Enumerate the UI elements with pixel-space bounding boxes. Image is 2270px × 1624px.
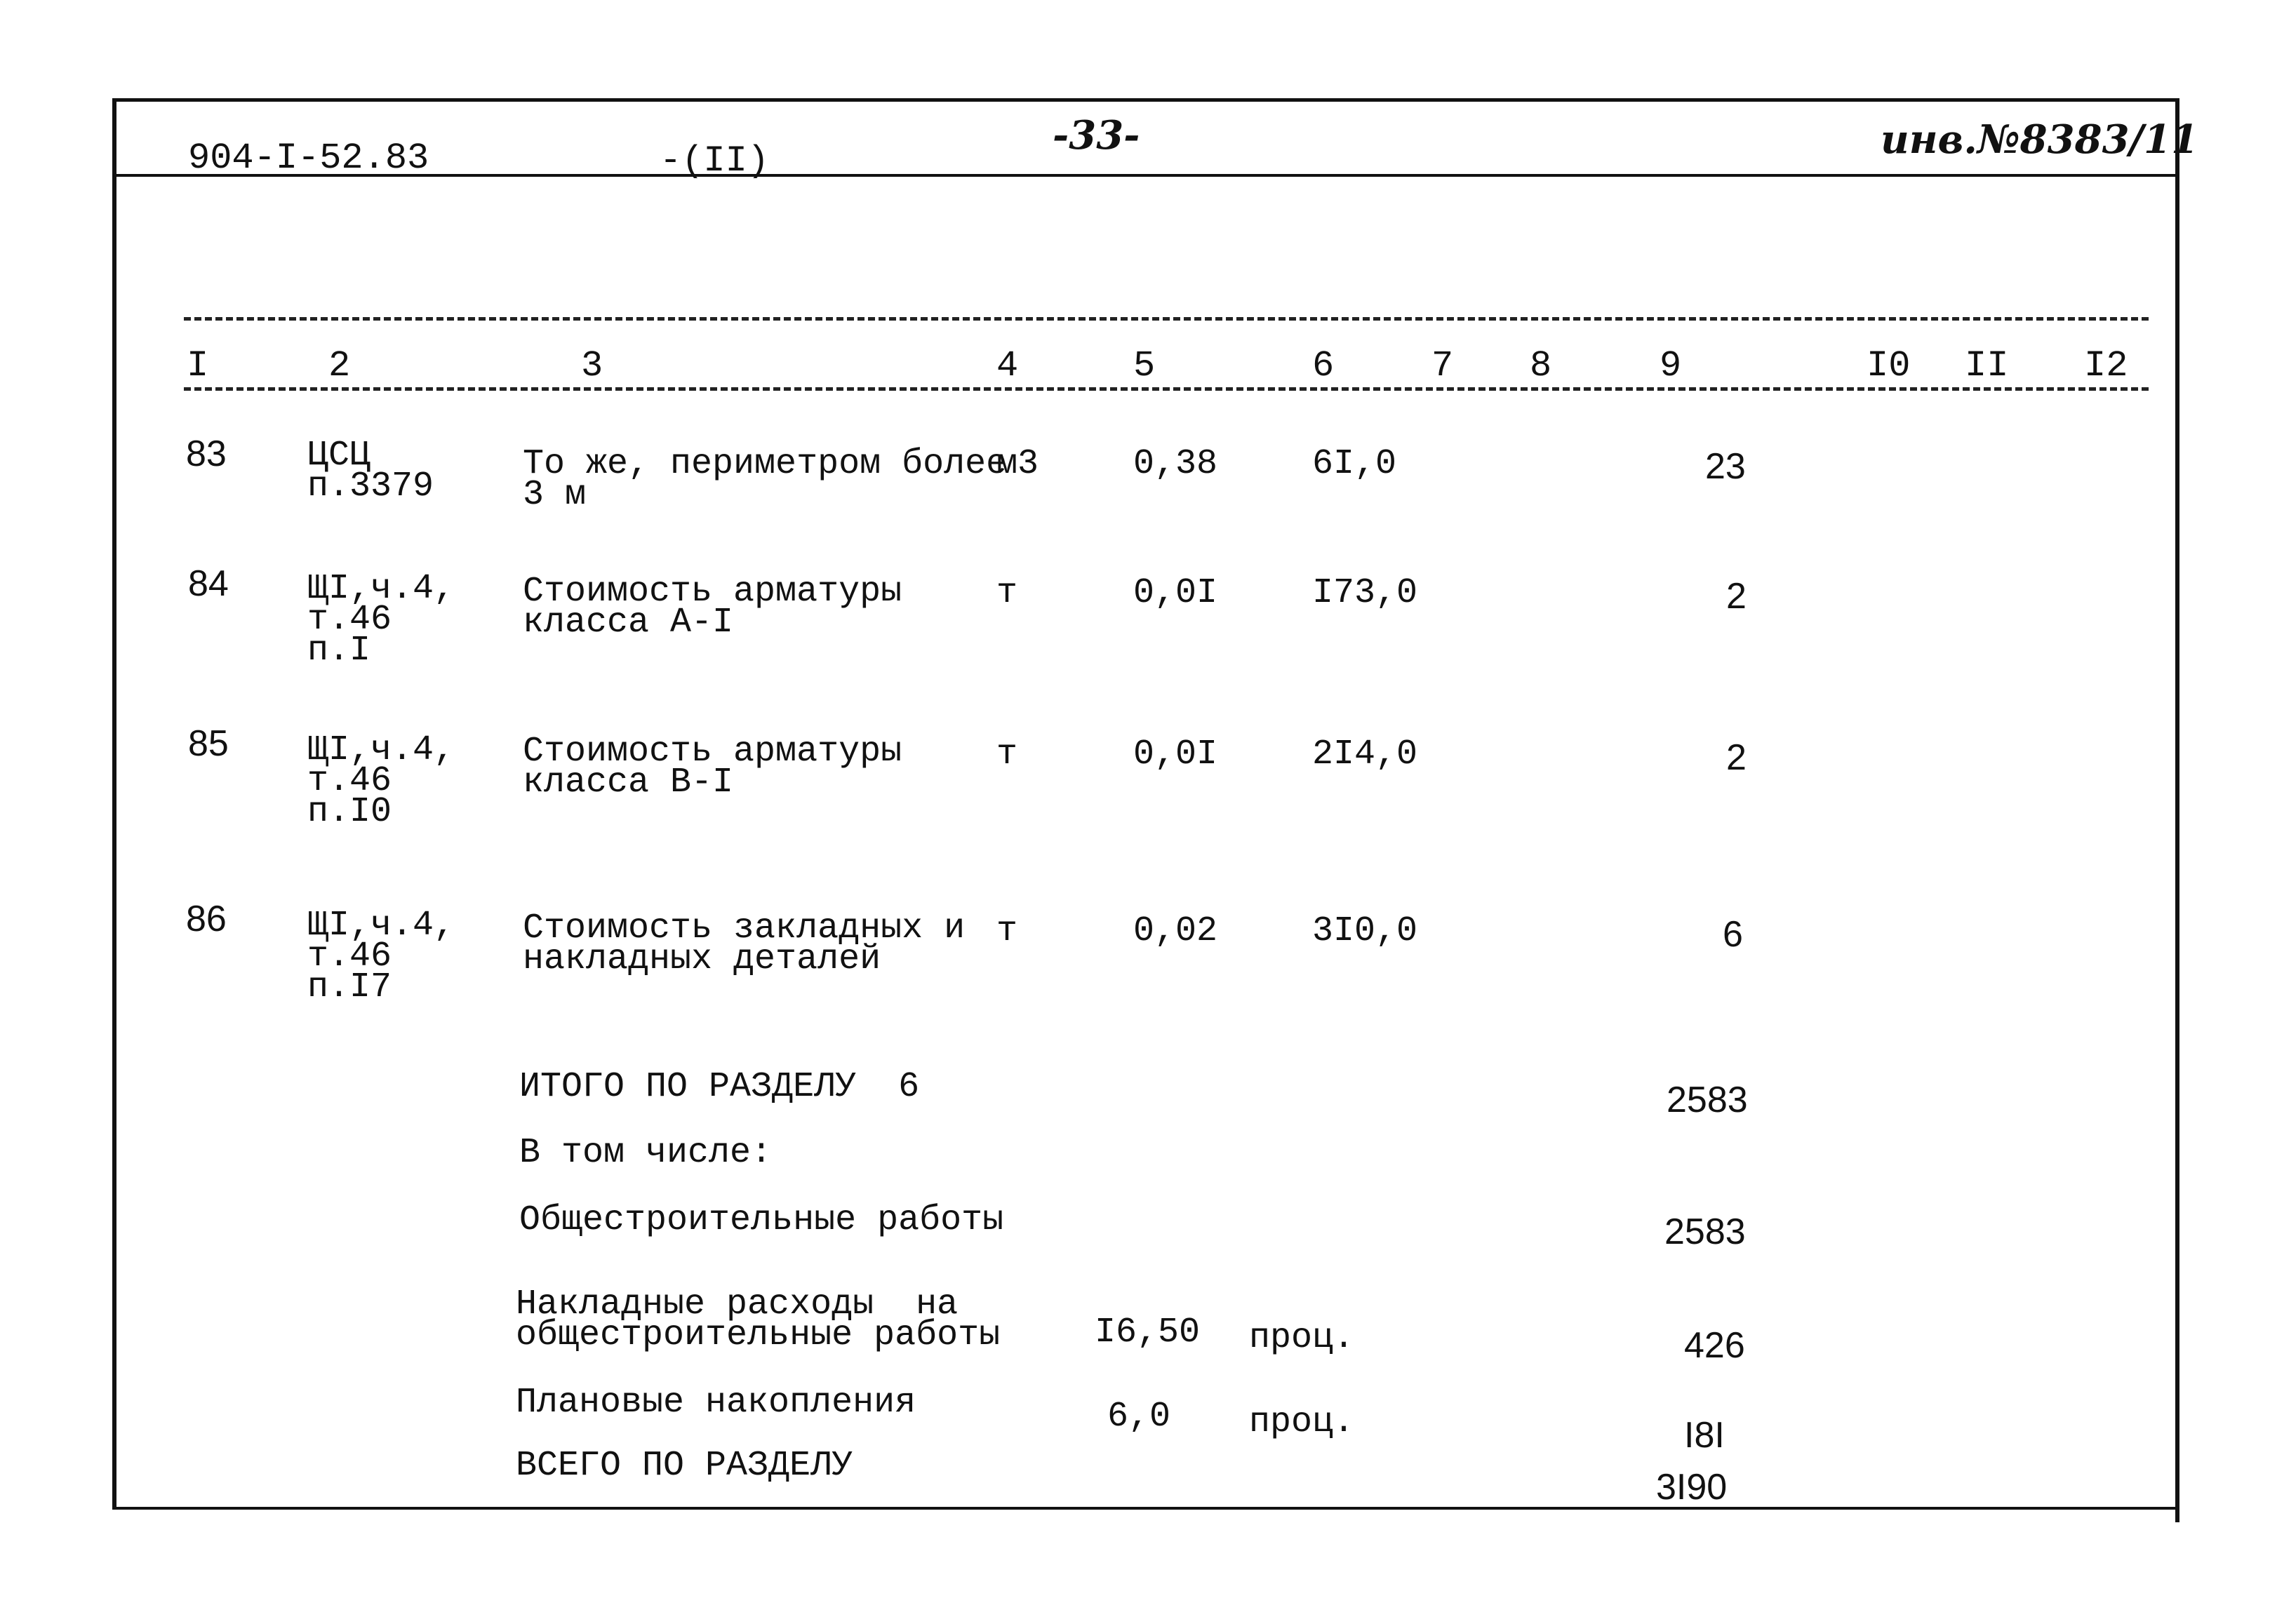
column-number-4: 4 xyxy=(996,345,1019,387)
section-total-label: ИТОГО ПО РАЗДЕЛУ 6 xyxy=(519,1067,920,1107)
row-86-quantity: 0,02 xyxy=(1133,911,1218,951)
frame-right-border xyxy=(2175,98,2179,1522)
row-85-number: 85 xyxy=(188,723,229,764)
row-84-total: 2 xyxy=(1726,576,1747,617)
page-number: -33- xyxy=(1053,112,1140,159)
grand-total-value: 3I90 xyxy=(1656,1467,1728,1508)
row-83-number: 83 xyxy=(186,434,227,474)
column-number-11: II xyxy=(1965,345,2009,387)
general-works-label: Общестроительные работы xyxy=(519,1200,1004,1240)
row-84-price: I73,0 xyxy=(1312,573,1418,613)
including-label: В том числе: xyxy=(519,1133,773,1173)
row-85-price: 2I4,0 xyxy=(1312,734,1418,774)
row-83-price: 6I,0 xyxy=(1312,444,1397,484)
row-86-number: 86 xyxy=(186,899,227,939)
row-83-reference: ЦСЦ п.3379 xyxy=(307,436,434,506)
column-number-3: 3 xyxy=(581,345,603,387)
row-85-total: 2 xyxy=(1726,737,1747,778)
document-part: -(II) xyxy=(660,140,770,182)
column-number-12: I2 xyxy=(2084,345,2128,387)
row-86-reference: ЩI,ч.4, т.46 п.I7 xyxy=(307,906,455,1007)
frame-bottom-border xyxy=(112,1507,2179,1510)
row-85-description: Стоимость арматуры класса В-I xyxy=(523,732,902,803)
row-83-unit: м3 xyxy=(996,444,1039,484)
row-86-description: Стоимость закладных и накладных деталей xyxy=(523,908,966,979)
frame-top-border xyxy=(112,98,2179,102)
column-number-9: 9 xyxy=(1660,345,1682,387)
column-number-6: 6 xyxy=(1312,345,1335,387)
savings-rate: 6,0 xyxy=(1107,1397,1171,1437)
column-number-8: 8 xyxy=(1530,345,1552,387)
dashed-rule-top xyxy=(184,317,2149,321)
document-code: 904-I-52.83 xyxy=(188,137,429,179)
row-83-quantity: 0,38 xyxy=(1133,444,1218,484)
column-number-1: I xyxy=(187,345,209,387)
overhead-rate: I6,50 xyxy=(1095,1313,1201,1353)
column-number-2: 2 xyxy=(328,345,351,387)
row-83-total: 23 xyxy=(1705,446,1746,487)
row-84-description: Стоимость арматуры класса А-I xyxy=(523,572,902,643)
row-84-quantity: 0,0I xyxy=(1133,573,1218,613)
row-85-unit: т xyxy=(996,734,1018,774)
savings-unit: проц. xyxy=(1249,1402,1355,1442)
overhead-value: 426 xyxy=(1684,1325,1745,1366)
frame-left-border xyxy=(112,98,116,1507)
dashed-rule-bottom xyxy=(184,387,2149,391)
inventory-number: инв.№8383/11 xyxy=(1881,116,2198,163)
savings-label: Плановые накопления xyxy=(516,1383,916,1423)
row-84-unit: т xyxy=(996,573,1018,613)
row-85-quantity: 0,0I xyxy=(1133,734,1218,774)
row-86-price: 3I0,0 xyxy=(1312,911,1418,951)
section-total-value: 2583 xyxy=(1667,1080,1748,1120)
column-number-5: 5 xyxy=(1133,345,1156,387)
overhead-label: Накладные расходы на общестроительные работы xyxy=(516,1284,1001,1355)
row-86-total: 6 xyxy=(1723,914,1743,955)
column-number-7: 7 xyxy=(1431,345,1454,387)
general-works-value: 2583 xyxy=(1664,1212,1746,1252)
row-84-reference: ЩI,ч.4, т.46 п.I xyxy=(307,569,455,671)
column-number-10: I0 xyxy=(1867,345,1911,387)
overhead-unit: проц. xyxy=(1249,1318,1355,1358)
savings-value: I8I xyxy=(1684,1415,1725,1456)
grand-total-label: ВСЕГО ПО РАЗДЕЛУ xyxy=(516,1446,853,1486)
row-83-description: То же, периметром более 3 м xyxy=(523,444,1008,515)
row-86-unit: т xyxy=(996,911,1018,951)
row-84-number: 84 xyxy=(188,563,229,604)
row-85-reference: ЩI,ч.4, т.46 п.I0 xyxy=(307,730,455,832)
